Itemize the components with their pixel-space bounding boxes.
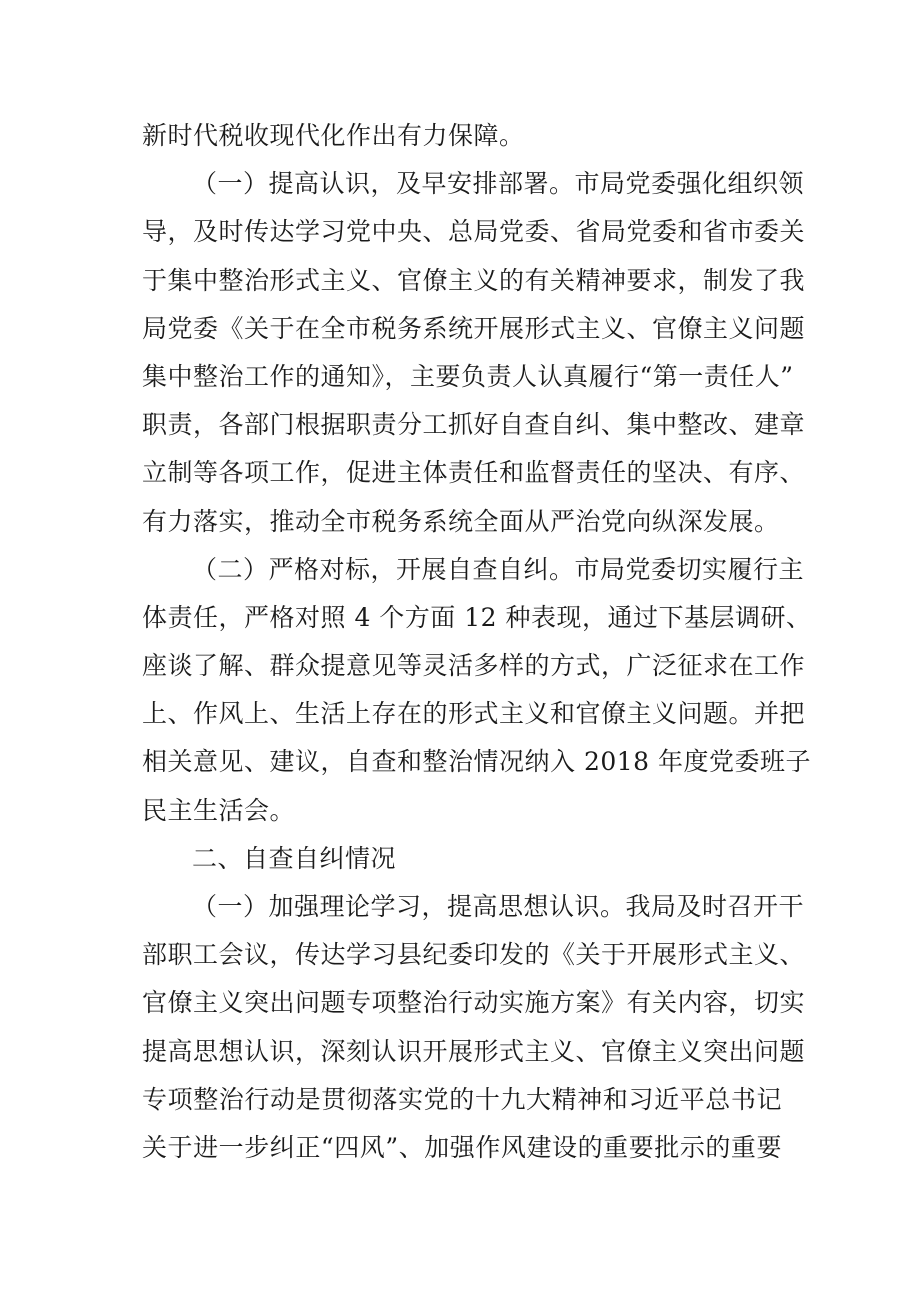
text-line: 上、作风上、生活上存在的形式主义和官僚主义问题。并把 bbox=[142, 699, 806, 729]
text-line: 导，及时传达学习党中央、总局党委、省局党委和省市委关 bbox=[142, 217, 806, 247]
text-line: 关于进一步纠正“四风”、加强作风建设的重要批示的重要 bbox=[142, 1132, 782, 1162]
text-line: 立制等各项工作，促进主体责任和监督责任的坚决、有序、 bbox=[142, 458, 806, 488]
text-line: 职责，各部门根据职责分工抓好自查自纠、集中整改、建章 bbox=[142, 410, 806, 440]
document-body bbox=[142, 112, 812, 1172]
text-line: 专项整治行动是贯彻落实党的十九大精神和习近平总书记 bbox=[142, 1084, 782, 1114]
text-line: 于集中整治形式主义、官僚主义的有关精神要求，制发了我 bbox=[142, 265, 806, 295]
text-line: 局党委《关于在全市税务系统开展形式主义、官僚主义问题 bbox=[142, 313, 806, 343]
text-line: 相关意见、建议，自查和整治情况纳入 2018 年度党委班子 bbox=[142, 747, 812, 777]
text-line: 有力落实，推动全市税务系统全面从严治党向纵深发展。 bbox=[142, 506, 780, 536]
text-line: （一）加强理论学习，提高思想认识。我局及时召开干 bbox=[192, 892, 805, 921]
text-line: 部职工会议，传达学习县纪委印发的《关于开展形式主义、 bbox=[142, 940, 806, 970]
text-line: 座谈了解、群众提意见等灵活多样的方式，广泛征求在工作 bbox=[142, 651, 806, 681]
text-line: （二）严格对标，开展自查自纠。市局党委切实履行主 bbox=[192, 554, 805, 584]
text-line: 体责任，严格对照 4 个方面 12 种表现，通过下基层调研、 bbox=[142, 602, 812, 632]
text-line: 二、自查自纠情况 bbox=[192, 843, 397, 873]
text-line: 提高思想认识，深刻认识开展形式主义、官僚主义突出问题 bbox=[142, 1036, 806, 1066]
text-line: 新时代税收现代化作出有力保障。 bbox=[142, 121, 525, 150]
text-line: 集中整治工作的通知》，主要负责人认真履行“第一责任人” bbox=[142, 361, 794, 391]
text-line: （一）提高认识，及早安排部署。市局党委强化组织领 bbox=[192, 169, 805, 199]
text-line: 官僚主义突出问题专项整治行动实施方案》有关内容，切实 bbox=[142, 988, 806, 1018]
text-line: 民主生活会。 bbox=[142, 795, 296, 825]
